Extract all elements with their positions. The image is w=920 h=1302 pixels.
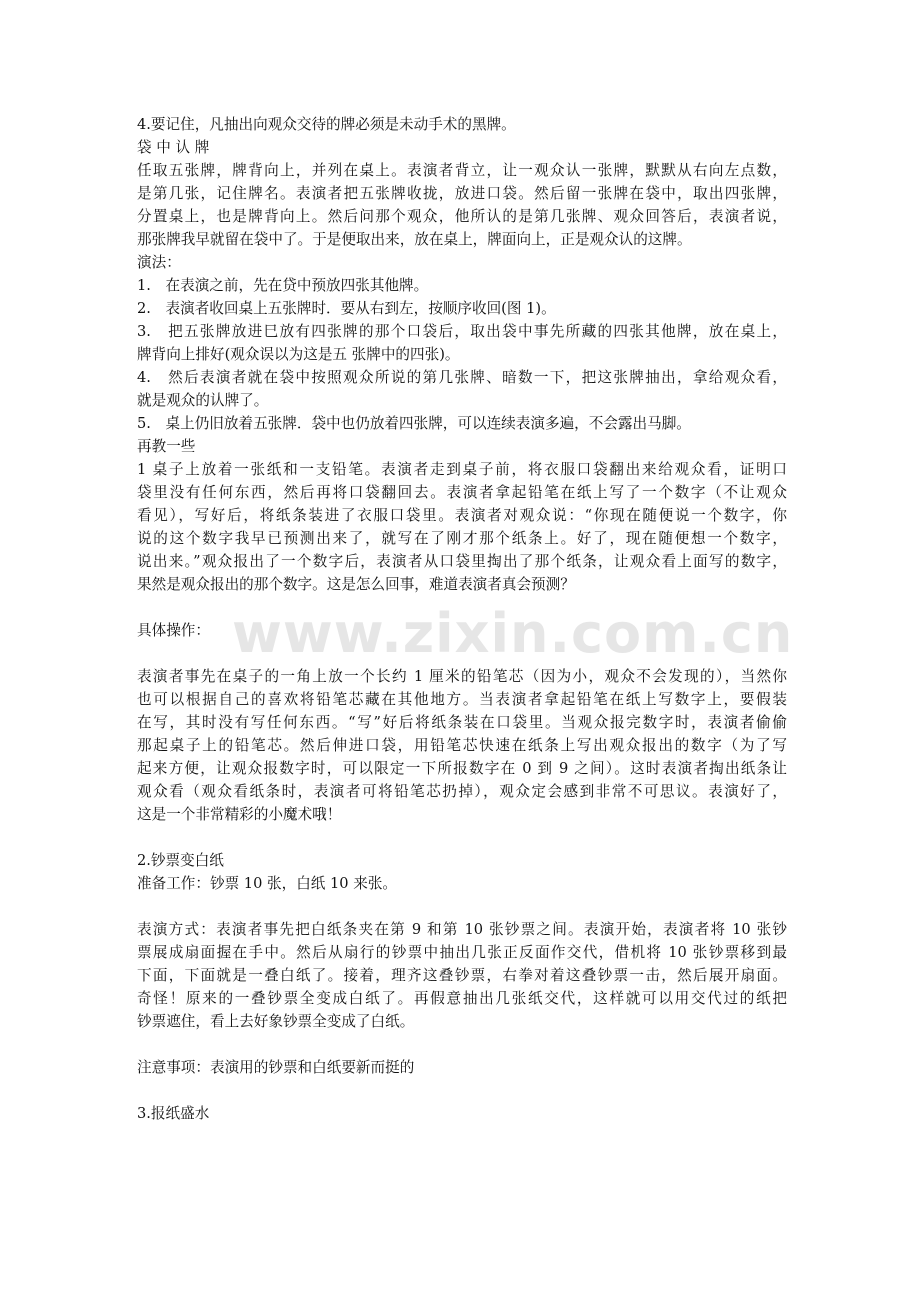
document-page <box>137 113 787 1125</box>
text-line: 5. 桌上仍旧放着五张牌．袋中也仍放着四张牌，可以连续表演多遍，不会露出马脚。 <box>137 415 691 432</box>
text-line: 2.钞票变白纸 <box>137 852 224 869</box>
text-line: 袋里没有任何东西，然后再将口袋翻回去。表演者拿起铅笔在纸上写了一个数字（不让观众 <box>137 484 787 501</box>
text-line: 起来方便，让观众报数字时，可以限定一下所报数字在 0 到 9 之间）。这时表演者掏出纸条让 <box>137 760 787 777</box>
blank-line <box>137 1033 787 1056</box>
text-line: 下面，下面就是一叠白纸了。接着，理齐这叠钞票，右拳对着这叠钞票一击，然后展开扇面。 <box>137 967 787 984</box>
text-line: 3.报纸盛水 <box>137 1105 210 1122</box>
text-line: 说出来。”观众报出了一个数字后，表演者从口袋里掏出了那个纸条，让观众看上面写的数字， <box>137 553 787 570</box>
text-line: 袋 中 认 牌 <box>137 139 210 156</box>
watermark-text: www.zixin.com.cn <box>232 602 794 665</box>
text-line: 奇怪！原来的一叠钞票全变成白纸了。再假意抽出几张纸交代，这样就可以用交代过的纸把 <box>137 990 787 1007</box>
blank-line <box>137 895 787 918</box>
text-line: 4.要记住，凡抽出向观众交待的牌必须是未动手术的黑牌。 <box>137 116 516 133</box>
text-line: 4. 然后表演者就在袋中按照观众所说的第几张牌、暗数一下，把这张牌抽出，拿给观众看， <box>137 369 787 386</box>
text-line: 是第几张，记住牌名。表演者把五张牌收拢，放进口袋。然后留一张牌在袋中，取出四张牌， <box>137 185 787 202</box>
text-line: 果然是观众报出的那个数字。这是怎么回事，难道表演者真会预测？ <box>137 576 575 593</box>
text-line: 注意事项：表演用的钞票和白纸要新而挺的 <box>137 1059 415 1076</box>
text-line: 2. 表演者收回桌上五张牌时．要从右到左，按顺序收回(图 1)。 <box>137 300 556 317</box>
text-line: 任取五张牌，牌背向上，并列在桌上。表演者背立，让一观众认一张牌，默默从右向左点数， <box>137 162 787 179</box>
text-line: 准备工作：钞票 10 张，白纸 10 来张。 <box>137 875 398 892</box>
blank-line <box>137 826 787 849</box>
text-line: 表演者事先在桌子的一角上放一个长约 1 厘米的铅笔芯（因为小，观众不会发现的），当然你 <box>137 668 787 685</box>
text-line: 这是一个非常精彩的小魔术哦！ <box>137 806 342 823</box>
text-line: 那起桌子上的铅笔芯。然后伸进口袋，用铅笔芯快速在纸条上写出观众报出的数字（为了写 <box>137 737 787 754</box>
text-line: 具体操作： <box>137 622 210 639</box>
blank-line <box>137 1079 787 1102</box>
text-line: 那张牌我早就留在袋中了。于是便取出来，放在桌上，牌面向上，正是观众认的这牌。 <box>137 231 692 248</box>
text-line: 1 桌子上放着一张纸和一支铅笔。表演者走到桌子前，将衣服口袋翻出来给观众看，证明口 <box>137 461 787 478</box>
text-line: 1. 在表演之前，先在贷中预放四张其他牌。 <box>137 277 429 294</box>
text-line: 表演方式：表演者事先把白纸条夹在第 9 和第 10 张钞票之间。表演开始，表演者将 10 张钞 <box>137 921 787 938</box>
text-line: 再教一些 <box>137 438 196 455</box>
text-line: 也可以根据自己的喜欢将铅笔芯藏在其他地方。当表演者拿起铅笔在纸上写数字上，要假装 <box>137 691 787 708</box>
text-line: 钞票遮住，看上去好象钞票全变成了白纸。 <box>137 1013 415 1030</box>
document-body <box>137 113 787 1125</box>
text-line: 票展成扇面握在手中。然后从扇行的钞票中抽出几张正反面作交代，借机将 10 张钞票移到最 <box>137 944 787 961</box>
text-line: 分置桌上，也是牌背向上。然后问那个观众，他所认的是第几张牌、观众回答后，表演者说， <box>137 208 787 225</box>
text-line: 说的这个数字我早已预测出来了，就写在了刚才那个纸条上。好了，现在随便想一个数字， <box>137 530 787 547</box>
blank-line <box>137 596 787 619</box>
text-line: 看见），写好后，将纸条装进了衣服口袋里。表演者对观众说：“你现在随便说一个数字，你 <box>137 507 787 524</box>
text-line: 就是观众的认牌了。 <box>137 392 269 409</box>
text-line: 演法： <box>137 254 181 271</box>
text-line: 牌背向上排好(观众误以为这是五 张牌中的四张)。 <box>137 346 460 363</box>
blank-line <box>137 642 787 665</box>
text-line: 观众看（观众看纸条时，表演者可将铅笔芯扔掉），观众定会感到非常不可思议。表演好了， <box>137 783 787 800</box>
text-line: 3. 把五张牌放进巳放有四张牌的那个口袋后，取出袋中事先所藏的四张其他牌，放在桌上， <box>137 323 787 340</box>
text-line: 在写，其时没有写任何东西。“写”好后将纸条装在口袋里。当观众报完数字时，表演者偷偷 <box>137 714 787 731</box>
